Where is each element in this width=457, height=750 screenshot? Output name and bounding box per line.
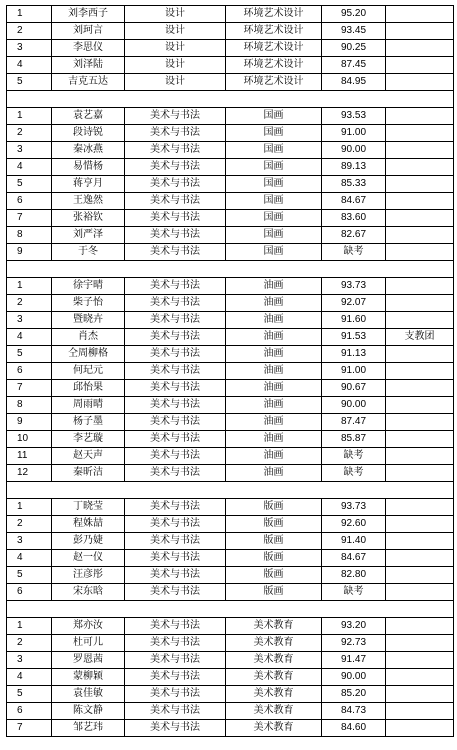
major-cell: 美术教育: [226, 686, 322, 703]
note-cell: [386, 516, 454, 533]
category-cell: 美术与书法: [125, 312, 226, 329]
table-row: [7, 516, 454, 533]
name-cell: 丁晓莹: [52, 499, 125, 516]
rank-cell: 2: [7, 295, 52, 312]
category-cell: 美术与书法: [125, 584, 226, 601]
name-cell: 秦昕洁: [52, 465, 125, 482]
rank-cell: 3: [7, 142, 52, 159]
table-row: [7, 278, 454, 295]
name-cell: 吉克五达: [52, 74, 125, 91]
name-cell: 刘严泽: [52, 227, 125, 244]
table-row: [7, 448, 454, 465]
category-cell: 美术与书法: [125, 703, 226, 720]
category-cell: 美术与书法: [125, 533, 226, 550]
score-cell: 84.67: [322, 550, 386, 567]
score-cell: 82.67: [322, 227, 386, 244]
table-row: [7, 210, 454, 227]
rank-cell: 8: [7, 227, 52, 244]
name-cell: 赵天声: [52, 448, 125, 465]
rank-cell: 6: [7, 584, 52, 601]
rank-cell: 4: [7, 550, 52, 567]
table-row: [7, 703, 454, 720]
table-row: [7, 499, 454, 516]
name-cell: 蒙柳颖: [52, 669, 125, 686]
score-cell: 90.00: [322, 142, 386, 159]
major-cell: 美术教育: [226, 618, 322, 635]
category-cell: 美术与书法: [125, 669, 226, 686]
name-cell: 杨子墨: [52, 414, 125, 431]
category-cell: 美术与书法: [125, 142, 226, 159]
table-row: [7, 550, 454, 567]
table-row: [7, 74, 454, 91]
score-cell: 缺考: [322, 244, 386, 261]
rank-cell: 1: [7, 6, 52, 23]
score-cell: 84.73: [322, 703, 386, 720]
table-row: [7, 329, 454, 346]
table-row: [7, 142, 454, 159]
name-cell: 彭乃婕: [52, 533, 125, 550]
table-row: [7, 720, 454, 737]
major-cell: 版画: [226, 533, 322, 550]
category-cell: 美术与书法: [125, 380, 226, 397]
name-cell: 汪彦彤: [52, 567, 125, 584]
group-separator-cell: [7, 91, 454, 108]
score-cell: 91.13: [322, 346, 386, 363]
major-cell: 油画: [226, 329, 322, 346]
rank-cell: 9: [7, 244, 52, 261]
score-cell: 91.00: [322, 363, 386, 380]
name-cell: 宋东晗: [52, 584, 125, 601]
table-row: [7, 652, 454, 669]
major-cell: 国画: [226, 227, 322, 244]
rank-cell: 4: [7, 57, 52, 74]
table-row: [7, 567, 454, 584]
category-cell: 设计: [125, 40, 226, 57]
table-row: [7, 380, 454, 397]
major-cell: 油画: [226, 431, 322, 448]
table-row: [7, 227, 454, 244]
score-cell: 缺考: [322, 465, 386, 482]
name-cell: 段诗锐: [52, 125, 125, 142]
note-cell: [386, 618, 454, 635]
category-cell: 美术与书法: [125, 414, 226, 431]
category-cell: 美术与书法: [125, 652, 226, 669]
name-cell: 程姝喆: [52, 516, 125, 533]
name-cell: 袁佳敏: [52, 686, 125, 703]
category-cell: 美术与书法: [125, 516, 226, 533]
note-cell: [386, 465, 454, 482]
note-cell: [386, 40, 454, 57]
note-cell: [386, 397, 454, 414]
table-row: [7, 176, 454, 193]
major-cell: 油画: [226, 295, 322, 312]
rank-cell: 7: [7, 210, 52, 227]
table-row: [7, 397, 454, 414]
name-cell: 蒋亨月: [52, 176, 125, 193]
note-cell: [386, 57, 454, 74]
score-cell: 84.95: [322, 74, 386, 91]
note-cell: [386, 567, 454, 584]
score-cell: 84.60: [322, 720, 386, 737]
table-row: [7, 57, 454, 74]
major-cell: 版画: [226, 550, 322, 567]
major-cell: 油画: [226, 414, 322, 431]
note-cell: [386, 703, 454, 720]
major-cell: 环境艺术设计: [226, 74, 322, 91]
name-cell: 仝周柳格: [52, 346, 125, 363]
category-cell: 美术与书法: [125, 618, 226, 635]
note-cell: [386, 380, 454, 397]
major-cell: 国画: [226, 193, 322, 210]
rank-cell: 3: [7, 312, 52, 329]
rank-cell: 5: [7, 176, 52, 193]
name-cell: 刘泽陆: [52, 57, 125, 74]
note-cell: [386, 227, 454, 244]
table-row: [7, 40, 454, 57]
major-cell: 美术教育: [226, 703, 322, 720]
score-cell: 84.67: [322, 193, 386, 210]
note-cell: [386, 159, 454, 176]
category-cell: 美术与书法: [125, 210, 226, 227]
rank-cell: 4: [7, 159, 52, 176]
note-cell: [386, 584, 454, 601]
score-cell: 95.20: [322, 6, 386, 23]
major-cell: 油画: [226, 363, 322, 380]
note-cell: [386, 533, 454, 550]
table-row: [7, 431, 454, 448]
category-cell: 美术与书法: [125, 448, 226, 465]
category-cell: 美术与书法: [125, 278, 226, 295]
rank-cell: 1: [7, 618, 52, 635]
note-cell: [386, 74, 454, 91]
score-cell: 83.60: [322, 210, 386, 227]
major-cell: 版画: [226, 499, 322, 516]
major-cell: 油画: [226, 380, 322, 397]
major-cell: 版画: [226, 584, 322, 601]
score-cell: 92.07: [322, 295, 386, 312]
note-cell: [386, 720, 454, 737]
note-cell: [386, 499, 454, 516]
note-cell: [386, 652, 454, 669]
name-cell: 刘珂言: [52, 23, 125, 40]
rank-cell: 2: [7, 516, 52, 533]
rank-cell: 8: [7, 397, 52, 414]
rank-cell: 3: [7, 533, 52, 550]
score-cell: 91.53: [322, 329, 386, 346]
score-cell: 91.60: [322, 312, 386, 329]
major-cell: 油画: [226, 346, 322, 363]
rank-cell: 3: [7, 652, 52, 669]
category-cell: 美术与书法: [125, 499, 226, 516]
score-cell: 缺考: [322, 584, 386, 601]
rank-cell: 6: [7, 363, 52, 380]
name-cell: 李艺璇: [52, 431, 125, 448]
name-cell: 秦冰燕: [52, 142, 125, 159]
group-separator-cell: [7, 261, 454, 278]
major-cell: 油画: [226, 448, 322, 465]
note-cell: [386, 142, 454, 159]
table-row: [7, 618, 454, 635]
rank-cell: 5: [7, 74, 52, 91]
note-cell: [386, 448, 454, 465]
table-row: [7, 414, 454, 431]
score-cell: 85.33: [322, 176, 386, 193]
table-row: [7, 244, 454, 261]
note-cell: [386, 431, 454, 448]
note-cell: [386, 295, 454, 312]
note-cell: [386, 550, 454, 567]
category-cell: 美术与书法: [125, 193, 226, 210]
table-row: [7, 669, 454, 686]
name-cell: 郑亦汝: [52, 618, 125, 635]
table-row: [7, 363, 454, 380]
note-cell: [386, 210, 454, 227]
major-cell: 环境艺术设计: [226, 40, 322, 57]
score-cell: 93.20: [322, 618, 386, 635]
rank-cell: 5: [7, 567, 52, 584]
table-row: [7, 125, 454, 142]
score-cell: 87.47: [322, 414, 386, 431]
rank-cell: 7: [7, 380, 52, 397]
score-cell: 93.73: [322, 499, 386, 516]
note-cell: [386, 669, 454, 686]
major-cell: 油画: [226, 397, 322, 414]
major-cell: 版画: [226, 516, 322, 533]
rank-cell: 6: [7, 703, 52, 720]
major-cell: 版画: [226, 567, 322, 584]
table-row: [7, 346, 454, 363]
name-cell: 肖杰: [52, 329, 125, 346]
category-cell: 美术与书法: [125, 227, 226, 244]
category-cell: 设计: [125, 57, 226, 74]
name-cell: 张裕钦: [52, 210, 125, 227]
score-cell: 82.80: [322, 567, 386, 584]
table-row: [7, 312, 454, 329]
name-cell: 李思仪: [52, 40, 125, 57]
category-cell: 美术与书法: [125, 397, 226, 414]
category-cell: 美术与书法: [125, 244, 226, 261]
name-cell: 陈文静: [52, 703, 125, 720]
group-separator-row: [7, 261, 454, 278]
score-cell: 90.25: [322, 40, 386, 57]
rank-cell: 4: [7, 329, 52, 346]
table-row: [7, 465, 454, 482]
group-separator-row: [7, 482, 454, 499]
table-row: [7, 533, 454, 550]
group-separator-cell: [7, 482, 454, 499]
category-cell: 美术与书法: [125, 176, 226, 193]
name-cell: 刘李西子: [52, 6, 125, 23]
name-cell: 王逸然: [52, 193, 125, 210]
name-cell: 何玘元: [52, 363, 125, 380]
major-cell: 国画: [226, 142, 322, 159]
category-cell: 美术与书法: [125, 720, 226, 737]
major-cell: 油画: [226, 465, 322, 482]
category-cell: 美术与书法: [125, 635, 226, 652]
table-row: [7, 193, 454, 210]
table-row: [7, 686, 454, 703]
rank-cell: 7: [7, 720, 52, 737]
score-cell: 91.40: [322, 533, 386, 550]
score-cell: 90.00: [322, 669, 386, 686]
table-row: [7, 584, 454, 601]
category-cell: 美术与书法: [125, 550, 226, 567]
major-cell: 环境艺术设计: [226, 57, 322, 74]
group-separator-row: [7, 91, 454, 108]
category-cell: 美术与书法: [125, 465, 226, 482]
note-cell: [386, 312, 454, 329]
major-cell: 环境艺术设计: [226, 6, 322, 23]
rank-cell: 1: [7, 499, 52, 516]
score-cell: 93.73: [322, 278, 386, 295]
group-separator-row: [7, 601, 454, 618]
rank-cell: 11: [7, 448, 52, 465]
category-cell: 设计: [125, 6, 226, 23]
table-row: [7, 635, 454, 652]
note-cell: [386, 278, 454, 295]
score-cell: 92.60: [322, 516, 386, 533]
major-cell: 美术教育: [226, 720, 322, 737]
name-cell: 周雨晴: [52, 397, 125, 414]
score-cell: 91.47: [322, 652, 386, 669]
major-cell: 国画: [226, 108, 322, 125]
score-cell: 缺考: [322, 448, 386, 465]
table-row: [7, 108, 454, 125]
note-cell: 支教团: [386, 329, 454, 346]
rank-cell: 6: [7, 193, 52, 210]
rank-cell: 2: [7, 125, 52, 142]
score-cell: 85.20: [322, 686, 386, 703]
name-cell: 于冬: [52, 244, 125, 261]
category-cell: 美术与书法: [125, 431, 226, 448]
note-cell: [386, 108, 454, 125]
rank-cell: 5: [7, 346, 52, 363]
name-cell: 柴子怡: [52, 295, 125, 312]
name-cell: 暨晓卉: [52, 312, 125, 329]
score-cell: 87.45: [322, 57, 386, 74]
note-cell: [386, 414, 454, 431]
score-cell: 92.73: [322, 635, 386, 652]
rank-cell: 1: [7, 108, 52, 125]
score-cell: 90.00: [322, 397, 386, 414]
note-cell: [386, 363, 454, 380]
rank-cell: 4: [7, 669, 52, 686]
score-cell: 91.00: [322, 125, 386, 142]
table-row: [7, 295, 454, 312]
results-table: [6, 5, 454, 737]
note-cell: [386, 244, 454, 261]
major-cell: 国画: [226, 244, 322, 261]
major-cell: 美术教育: [226, 635, 322, 652]
rank-cell: 2: [7, 635, 52, 652]
score-cell: 90.67: [322, 380, 386, 397]
rank-cell: 3: [7, 40, 52, 57]
table-row: [7, 159, 454, 176]
note-cell: [386, 6, 454, 23]
major-cell: 美术教育: [226, 669, 322, 686]
rank-cell: 2: [7, 23, 52, 40]
note-cell: [386, 193, 454, 210]
rank-cell: 12: [7, 465, 52, 482]
score-cell: 85.87: [322, 431, 386, 448]
note-cell: [386, 125, 454, 142]
category-cell: 美术与书法: [125, 567, 226, 584]
score-cell: 89.13: [322, 159, 386, 176]
note-cell: [386, 23, 454, 40]
category-cell: 美术与书法: [125, 686, 226, 703]
table-row: [7, 23, 454, 40]
table-row: [7, 6, 454, 23]
category-cell: 美术与书法: [125, 125, 226, 142]
category-cell: 美术与书法: [125, 159, 226, 176]
major-cell: 环境艺术设计: [226, 23, 322, 40]
score-cell: 93.53: [322, 108, 386, 125]
category-cell: 设计: [125, 23, 226, 40]
name-cell: 邹艺玮: [52, 720, 125, 737]
category-cell: 美术与书法: [125, 346, 226, 363]
group-separator-cell: [7, 601, 454, 618]
name-cell: 徐宇晴: [52, 278, 125, 295]
major-cell: 国画: [226, 210, 322, 227]
category-cell: 设计: [125, 74, 226, 91]
name-cell: 邱怡果: [52, 380, 125, 397]
name-cell: 罗恩茜: [52, 652, 125, 669]
results-table-body: [7, 6, 454, 737]
major-cell: 油画: [226, 278, 322, 295]
name-cell: 袁艺嘉: [52, 108, 125, 125]
score-cell: 93.45: [322, 23, 386, 40]
major-cell: 国画: [226, 125, 322, 142]
note-cell: [386, 686, 454, 703]
name-cell: 杜可儿: [52, 635, 125, 652]
note-cell: [386, 635, 454, 652]
rank-cell: 9: [7, 414, 52, 431]
rank-cell: 5: [7, 686, 52, 703]
rank-cell: 1: [7, 278, 52, 295]
note-cell: [386, 176, 454, 193]
name-cell: 易惜杨: [52, 159, 125, 176]
major-cell: 美术教育: [226, 652, 322, 669]
major-cell: 油画: [226, 312, 322, 329]
name-cell: 赵一仪: [52, 550, 125, 567]
note-cell: [386, 346, 454, 363]
category-cell: 美术与书法: [125, 363, 226, 380]
category-cell: 美术与书法: [125, 108, 226, 125]
rank-cell: 10: [7, 431, 52, 448]
major-cell: 国画: [226, 159, 322, 176]
category-cell: 美术与书法: [125, 329, 226, 346]
category-cell: 美术与书法: [125, 295, 226, 312]
major-cell: 国画: [226, 176, 322, 193]
